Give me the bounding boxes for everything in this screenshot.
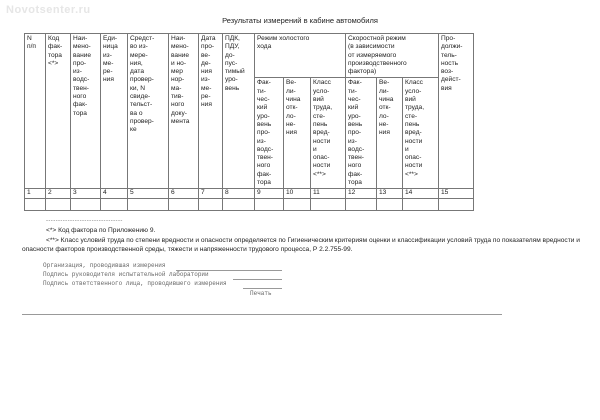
lab-head-signature-line: [233, 279, 282, 280]
header-cell: Про- должи- тель- ность воз- дейст- вия: [439, 34, 474, 189]
footnote-2: <**> Класс условий труда по степени вредности и опасности определяется по Гигиеническим критериям оценки и классификации условий труда по показателям вредности и опасности факторов производственной среды, тяжести и напряженности трудового процесса, Р 2.2.755-99.: [22, 237, 580, 253]
column-number: 14: [403, 189, 439, 198]
empty-cell: [439, 198, 474, 210]
column-number: 5: [128, 189, 169, 198]
empty-cell: [223, 198, 255, 210]
header-row: [25, 34, 474, 78]
column-number: 11: [311, 189, 346, 198]
empty-cell: [377, 198, 403, 210]
column-number: 2: [46, 189, 71, 198]
empty-cell: [199, 198, 223, 210]
empty-cell: [25, 198, 46, 210]
stamp-label: Печать: [250, 290, 272, 297]
footnote-1: <*> Код фактора по Приложению 9.: [46, 227, 156, 234]
subheader-cell: Класс усло- вий труда, сте- пень вред- ности и опас- ности <**>: [311, 78, 346, 189]
empty-cell: [128, 198, 169, 210]
empty-cell: [101, 198, 128, 210]
header-cell: ПДК, ПДУ, до- пус- тимый уро- вень: [223, 34, 255, 189]
header-cell: Средст- во из- мере- ния, дата провер- ки, N свиде- тельст- ва о провер- ке: [128, 34, 169, 189]
measurements-table: [24, 33, 474, 211]
column-number: 6: [169, 189, 199, 198]
empty-cell: [346, 198, 377, 210]
empty-cell: [284, 198, 311, 210]
column-number-row: [25, 189, 474, 198]
page-title: Результаты измерений в кабине автомобиля: [222, 16, 378, 25]
column-number: 12: [346, 189, 377, 198]
responsible-label: Подпись ответственного лица, проводившего измерения: [43, 280, 227, 287]
header-cell: Дата про- ве- де- ния из- ме- ре- ния: [199, 34, 223, 189]
subheader-cell: Фак- ти- чес- кий уро- вень про- из- водс- твен- ного фак- тора: [346, 78, 377, 189]
header-cell: Еди- ница из- ме- ре- ния: [101, 34, 128, 189]
empty-cell: [403, 198, 439, 210]
header-cell: N п/п: [25, 34, 46, 189]
column-number: 15: [439, 189, 474, 198]
column-number: 13: [377, 189, 403, 198]
column-number: 1: [25, 189, 46, 198]
column-number: 10: [284, 189, 311, 198]
empty-cell: [71, 198, 101, 210]
column-number: 9: [255, 189, 284, 198]
empty-cell: [169, 198, 199, 210]
footnote-separator: --------------------------------: [46, 218, 123, 224]
lab-head-label: Подпись руководителя испытательной лаборатории: [43, 271, 209, 278]
subheader-cell: Фак- ти- чес- кий уро- вень про- из- водс- твен- ного фак- тора: [255, 78, 284, 189]
header-cell: Наи- мено- вание про- из- водс- твен- ного фак- тора: [71, 34, 101, 189]
subheader-cell: Ве- ли- чина отк- ло- не- ния: [377, 78, 403, 189]
bottom-divider: [22, 314, 502, 315]
responsible-signature-line: [243, 288, 282, 289]
subheader-cell: Класс усло- вий труда, сте- пень вред- ности и опас- ности <**>: [403, 78, 439, 189]
header-cell-idle-mode: Режим холостого хода: [255, 34, 346, 78]
empty-cell: [311, 198, 346, 210]
header-cell-speed-mode: Скоростной режим (в зависимости от измеряемого производственного фактора): [346, 34, 439, 78]
empty-cell: [255, 198, 284, 210]
empty-cell: [46, 198, 71, 210]
column-number: 4: [101, 189, 128, 198]
org-label: Организация, проводившая измерения: [43, 262, 166, 269]
header-cell: Наи- мено- вание и но- мер нор- ма- тив- ного доку- мента: [169, 34, 199, 189]
column-number: 8: [223, 189, 255, 198]
empty-data-row: [25, 198, 474, 210]
column-number: 7: [199, 189, 223, 198]
column-number: 3: [71, 189, 101, 198]
subheader-cell: Ве- ли- чина отк- ло- не- ния: [284, 78, 311, 189]
header-cell: Код фак- тора <*>: [46, 34, 71, 189]
watermark: Novotsenter.ru: [6, 4, 91, 16]
